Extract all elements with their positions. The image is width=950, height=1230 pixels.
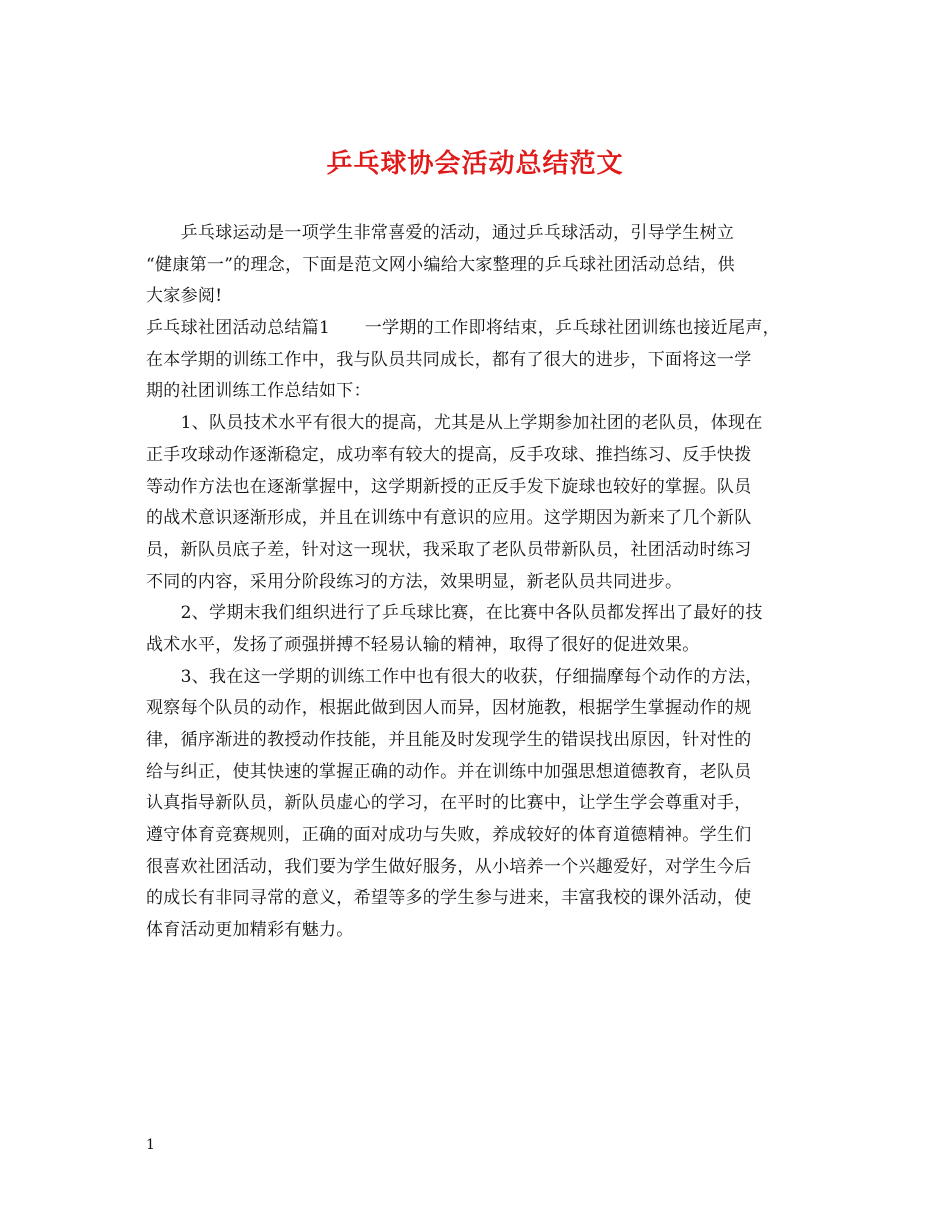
body-line: 体育活动更加精彩有魅力。	[146, 920, 354, 941]
body-line: 在本学期的训练工作中，我与队员共同成长，都有了很大的进步，下面将这一学	[146, 349, 752, 370]
body-line: 乒乓球运动是一项学生非常喜爱的活动，通过乒乓球活动，引导学生树立	[146, 223, 735, 243]
body-line: 律，循序渐进的教授动作技能，并且能及时发现学生的错误找出原因，针对性的	[146, 730, 752, 750]
body-line: “健康第一”的理念，下面是范文网小编给大家整理的乒乓球社团活动总结，供	[146, 254, 735, 275]
body-line: 大家参阅!	[146, 286, 223, 307]
body-line: 给与纠正，使其快速的掌握正确的动作。并在训练中加强思想道德教育，老队员	[146, 761, 752, 782]
document-body	[146, 218, 826, 947]
page-number: 1	[146, 1137, 155, 1153]
body-line: 的成长有非同寻常的意义，希望等多的学生参与进来，丰富我校的课外活动，使	[146, 888, 752, 909]
body-line: 遵守体育竞赛规则，正确的面对成功与失败，养成较好的体育道德精神。学生们	[146, 825, 752, 846]
body-line: 员，新队员底子差，针对这一现状，我采取了老队员带新队员，社团活动时练习	[146, 539, 752, 560]
body-line: 3、我在这一学期的训练工作中也有很大的收获，仔细揣摩每个动作的方法，	[146, 666, 763, 687]
body-line: 的战术意识逐渐形成，并且在训练中有意识的应用。这学期因为新来了几个新队	[146, 508, 752, 529]
body-line: 乒乓球社团活动总结篇1 一学期的工作即将结束，乒乓球社团训练也接近尾声，	[146, 318, 780, 339]
body-line: 很喜欢社团活动，我们要为学生做好服务，从小培养一个兴趣爱好，对学生今后	[146, 856, 752, 877]
document-title: 乒乓球协会活动总结范文	[326, 149, 624, 179]
body-line: 1、队员技术水平有很大的提高，尤其是从上学期参加社团的老队员，体现在	[146, 413, 763, 434]
body-line: 不同的内容，采用分阶段练习的方法，效果明显，新老队员共同进步。	[146, 571, 683, 592]
body-line: 战术水平，发扬了顽强拼搏不轻易认输的精神，取得了很好的促进效果。	[146, 634, 700, 655]
body-line: 等动作方法也在逐渐掌握中，这学期新授的正反手发下旋球也较好的掌握。队员	[146, 476, 752, 497]
body-line: 认真指导新队员，新队员虚心的学习，在平时的比赛中，让学生学会尊重对手，	[146, 793, 752, 814]
body-line: 观察每个队员的动作，根据此做到因人而异，因材施教，根据学生掌握动作的规	[146, 698, 752, 719]
body-line: 正手攻球动作逐渐稳定，成功率有较大的提高，反手攻球、推挡练习、反手快拨	[146, 444, 752, 465]
body-line: 2、学期末我们组织进行了乒乓球比赛，在比赛中各队员都发挥出了最好的技	[146, 603, 763, 624]
body-line: 期的社团训练工作总结如下：	[146, 381, 371, 402]
